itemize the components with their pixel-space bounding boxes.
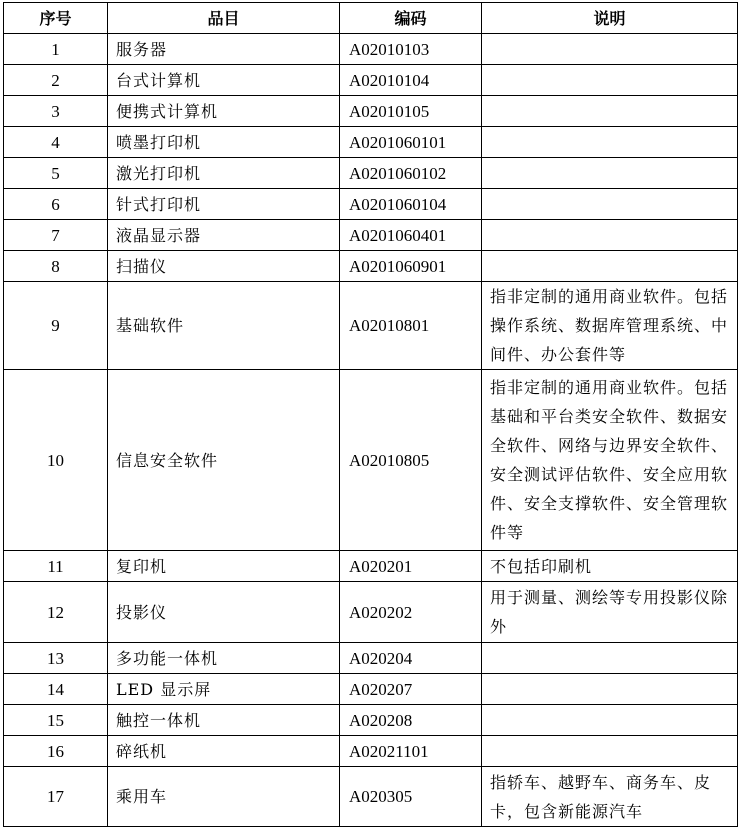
- cell-note: 指非定制的通用商业软件。包括操作系统、数据库管理系统、中间件、办公套件等: [482, 282, 738, 370]
- cell-note: [482, 643, 738, 674]
- cell-note: [482, 158, 738, 189]
- cell-seq: 12: [4, 582, 108, 643]
- cell-code: A02010104: [340, 65, 482, 96]
- cell-code: A020207: [340, 674, 482, 705]
- cell-note: 用于测量、测绘等专用投影仪除外: [482, 582, 738, 643]
- cell-code: A0201060901: [340, 251, 482, 282]
- cell-name: 液晶显示器: [108, 220, 340, 251]
- cell-seq: 11: [4, 551, 108, 582]
- cell-note: 指非定制的通用商业软件。包括基础和平台类安全软件、数据安全软件、网络与边界安全软件、安全测试评估软件、安全应用软件、安全支撑软件、安全管理软件等: [482, 370, 738, 551]
- cell-name: 触控一体机: [108, 705, 340, 736]
- table-row: [4, 674, 738, 705]
- header-name: 品目: [108, 3, 340, 34]
- table-row: [4, 127, 738, 158]
- cell-note: [482, 220, 738, 251]
- table-row: [4, 96, 738, 127]
- cell-name: 乘用车: [108, 767, 340, 827]
- cell-name: 扫描仪: [108, 251, 340, 282]
- cell-code: A02010103: [340, 34, 482, 65]
- cell-name: 便携式计算机: [108, 96, 340, 127]
- cell-code: A02010801: [340, 282, 482, 370]
- cell-seq: 1: [4, 34, 108, 65]
- cell-seq: 17: [4, 767, 108, 827]
- cell-name: 台式计算机: [108, 65, 340, 96]
- table-row: [4, 551, 738, 582]
- table-row: [4, 767, 738, 827]
- cell-code: A020202: [340, 582, 482, 643]
- cell-seq: 10: [4, 370, 108, 551]
- cell-name: 碎纸机: [108, 736, 340, 767]
- cell-name: 信息安全软件: [108, 370, 340, 551]
- cell-code: A0201060104: [340, 189, 482, 220]
- cell-code: A020208: [340, 705, 482, 736]
- cell-seq: 4: [4, 127, 108, 158]
- cell-name: 服务器: [108, 34, 340, 65]
- cell-note: [482, 736, 738, 767]
- header-note: 说明: [482, 3, 738, 34]
- table-row: [4, 643, 738, 674]
- table-row: [4, 251, 738, 282]
- cell-code: A02010805: [340, 370, 482, 551]
- cell-code: A02010105: [340, 96, 482, 127]
- cell-note: [482, 34, 738, 65]
- header-row: [4, 3, 738, 34]
- table-row: [4, 189, 738, 220]
- cell-note: [482, 189, 738, 220]
- cell-name: 投影仪: [108, 582, 340, 643]
- cell-code: A02021101: [340, 736, 482, 767]
- cell-note: 指轿车、越野车、商务车、皮卡，包含新能源汽车: [482, 767, 738, 827]
- cell-name: 喷墨打印机: [108, 127, 340, 158]
- cell-note: [482, 705, 738, 736]
- cell-code: A0201060102: [340, 158, 482, 189]
- cell-code: A0201060401: [340, 220, 482, 251]
- cell-seq: 3: [4, 96, 108, 127]
- cell-note: [482, 127, 738, 158]
- table-row: [4, 582, 738, 643]
- table-row: [4, 158, 738, 189]
- cell-name: 针式打印机: [108, 189, 340, 220]
- cell-name: 多功能一体机: [108, 643, 340, 674]
- cell-seq: 5: [4, 158, 108, 189]
- cell-seq: 2: [4, 65, 108, 96]
- cell-seq: 8: [4, 251, 108, 282]
- table-row: [4, 34, 738, 65]
- cell-code: A020305: [340, 767, 482, 827]
- header-seq: 序号: [4, 3, 108, 34]
- table-row: [4, 220, 738, 251]
- cell-seq: 9: [4, 282, 108, 370]
- cell-seq: 15: [4, 705, 108, 736]
- table-row: [4, 282, 738, 370]
- cell-note: [482, 96, 738, 127]
- cell-code: A020201: [340, 551, 482, 582]
- cell-seq: 16: [4, 736, 108, 767]
- cell-seq: 13: [4, 643, 108, 674]
- cell-code: A020204: [340, 643, 482, 674]
- cell-name: LED 显示屏: [108, 674, 340, 705]
- cell-name: 激光打印机: [108, 158, 340, 189]
- header-code: 编码: [340, 3, 482, 34]
- cell-seq: 14: [4, 674, 108, 705]
- cell-note: [482, 674, 738, 705]
- cell-code: A0201060101: [340, 127, 482, 158]
- table-header: [4, 3, 738, 34]
- table-row: [4, 370, 738, 551]
- table-body: [4, 34, 738, 827]
- cell-note: [482, 251, 738, 282]
- cell-name: 基础软件: [108, 282, 340, 370]
- cell-note: [482, 65, 738, 96]
- cell-seq: 6: [4, 189, 108, 220]
- table-row: [4, 65, 738, 96]
- cell-note: 不包括印刷机: [482, 551, 738, 582]
- table-row: [4, 705, 738, 736]
- table-row: [4, 736, 738, 767]
- cell-name: 复印机: [108, 551, 340, 582]
- cell-seq: 7: [4, 220, 108, 251]
- product-catalog-table: [3, 2, 738, 827]
